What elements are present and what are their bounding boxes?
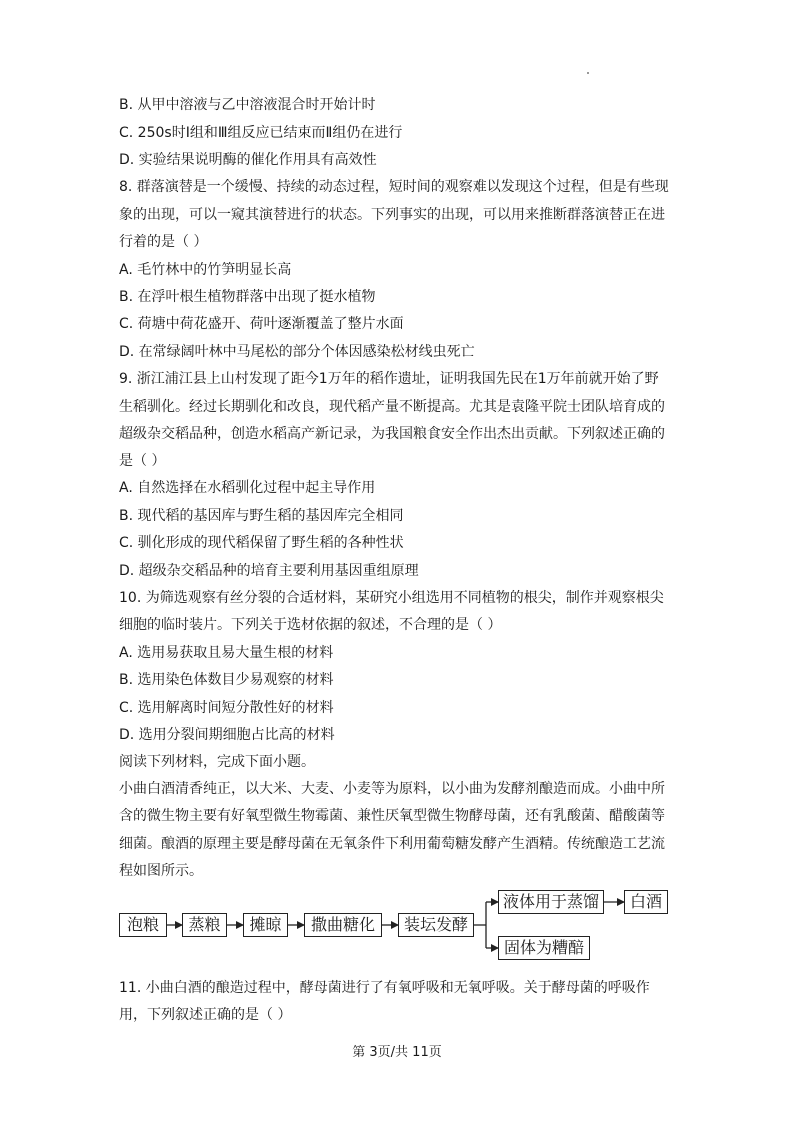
- option-c-q8: C. 荷塘中荷花盛开、荷叶逐渐覆盖了整片水面: [119, 316, 404, 332]
- brewing-process-diagram: [119, 888, 679, 960]
- flow-step-4: 撒曲糖化: [304, 913, 382, 937]
- question-8-line-2: 象的出现，可以一窥其演替进行的状态。下列事实的出现，可以用来推断群落演替正在进: [119, 207, 665, 223]
- material-line-4: 程如图所示。: [119, 863, 203, 879]
- material-line-3: 细菌。酿酒的原理主要是酵母菌在无氧条件下利用葡萄糖发酵产生酒精。传统酿造工艺流: [119, 836, 665, 852]
- question-8-line-3: 行着的是（ ）: [119, 234, 208, 250]
- page-number: 第 3页/共 11页: [352, 1045, 442, 1060]
- flow-step-2: 蒸粮: [182, 913, 227, 937]
- option-b-q8: B. 在浮叶根生植物群落中出现了挺水植物: [119, 289, 376, 305]
- option-a-q9: A. 自然选择在水稻驯化过程中起主导作用: [119, 480, 376, 496]
- question-10-line-2: 细胞的临时装片。下列关于选材依据的叙述，不合理的是（ ）: [119, 617, 502, 633]
- question-11-line-1: 11. 小曲白酒的酿造过程中，酵母菌进行了有氧呼吸和无氧呼吸。关于酵母菌的呼吸作: [119, 980, 650, 996]
- reading-instruction: 阅读下列材料，完成下面小题。: [119, 754, 315, 770]
- option-c-q9: C. 驯化形成的现代稻保留了野生稻的各种性状: [119, 535, 404, 551]
- question-8-line-1: 8. 群落演替是一个缓慢、持续的动态过程，短时间的观察难以发现这个过程，但是有些现: [119, 179, 669, 195]
- option-c-q7: C. 250s时Ⅰ组和Ⅲ组反应已结束而Ⅱ组仍在进行: [119, 125, 403, 141]
- scan-dot: [587, 72, 589, 74]
- flow-branch-liquid: 液体用于蒸馏: [498, 890, 604, 914]
- flow-step-5: 装坛发酵: [398, 913, 474, 937]
- option-c-q10: C. 选用解离时间短分散性好的材料: [119, 700, 334, 716]
- flow-branch-solid: 固体为糟醅: [498, 936, 590, 960]
- option-d-q10: D. 选用分裂间期细胞占比高的材料: [119, 727, 335, 743]
- question-10-line-1: 10. 为筛选观察有丝分裂的合适材料，某研究小组选用不同植物的根尖，制作并观察根尖: [119, 590, 664, 606]
- question-9-line-3: 超级杂交稻品种，创造水稻高产新记录，为我国粮食安全作出杰出贡献。下列叙述正确的: [119, 426, 665, 442]
- question-11-line-2: 用，下列叙述正确的是（ ）: [119, 1007, 292, 1023]
- option-d-q7: D. 实验结果说明酶的催化作用具有高效性: [119, 152, 377, 168]
- flow-final-product: 白酒: [624, 890, 668, 914]
- option-a-q10: A. 选用易获取且易大量生根的材料: [119, 645, 334, 661]
- option-b-q9: B. 现代稻的基因库与野生稻的基因库完全相同: [119, 508, 404, 524]
- option-a-q8: A. 毛竹林中的竹笋明显长高: [119, 262, 292, 278]
- material-line-1: 小曲白酒清香纯正，以大米、大麦、小麦等为原料，以小曲为发酵剂酿造而成。小曲中所: [119, 781, 665, 797]
- option-b-q7: B. 从甲中溶液与乙中溶液混合时开始计时: [119, 97, 376, 113]
- question-9-line-2: 生稻驯化。经过长期驯化和改良，现代稻产量不断提高。尤其是袁隆平院士团队培育成的: [119, 399, 665, 415]
- flow-step-3: 摊晾: [243, 913, 288, 937]
- option-d-q8: D. 在常绿阔叶林中马尾松的部分个体因感染松材线虫死亡: [119, 344, 475, 360]
- question-9-line-4: 是（ ）: [119, 453, 166, 469]
- option-b-q10: B. 选用染色体数目少易观察的材料: [119, 672, 334, 688]
- option-d-q9: D. 超级杂交稻品种的培育主要利用基因重组原理: [119, 563, 419, 579]
- material-line-2: 含的微生物主要有好氧型微生物霉菌、兼性厌氧型微生物酵母菌，还有乳酸菌、醋酸菌等: [119, 808, 665, 824]
- flow-step-1: 泡粮: [119, 913, 167, 937]
- question-9-line-1: 9. 浙江浦江县上山村发现了距今1万年的稻作遗址，证明我国先民在1万年前就开始了野: [119, 371, 659, 387]
